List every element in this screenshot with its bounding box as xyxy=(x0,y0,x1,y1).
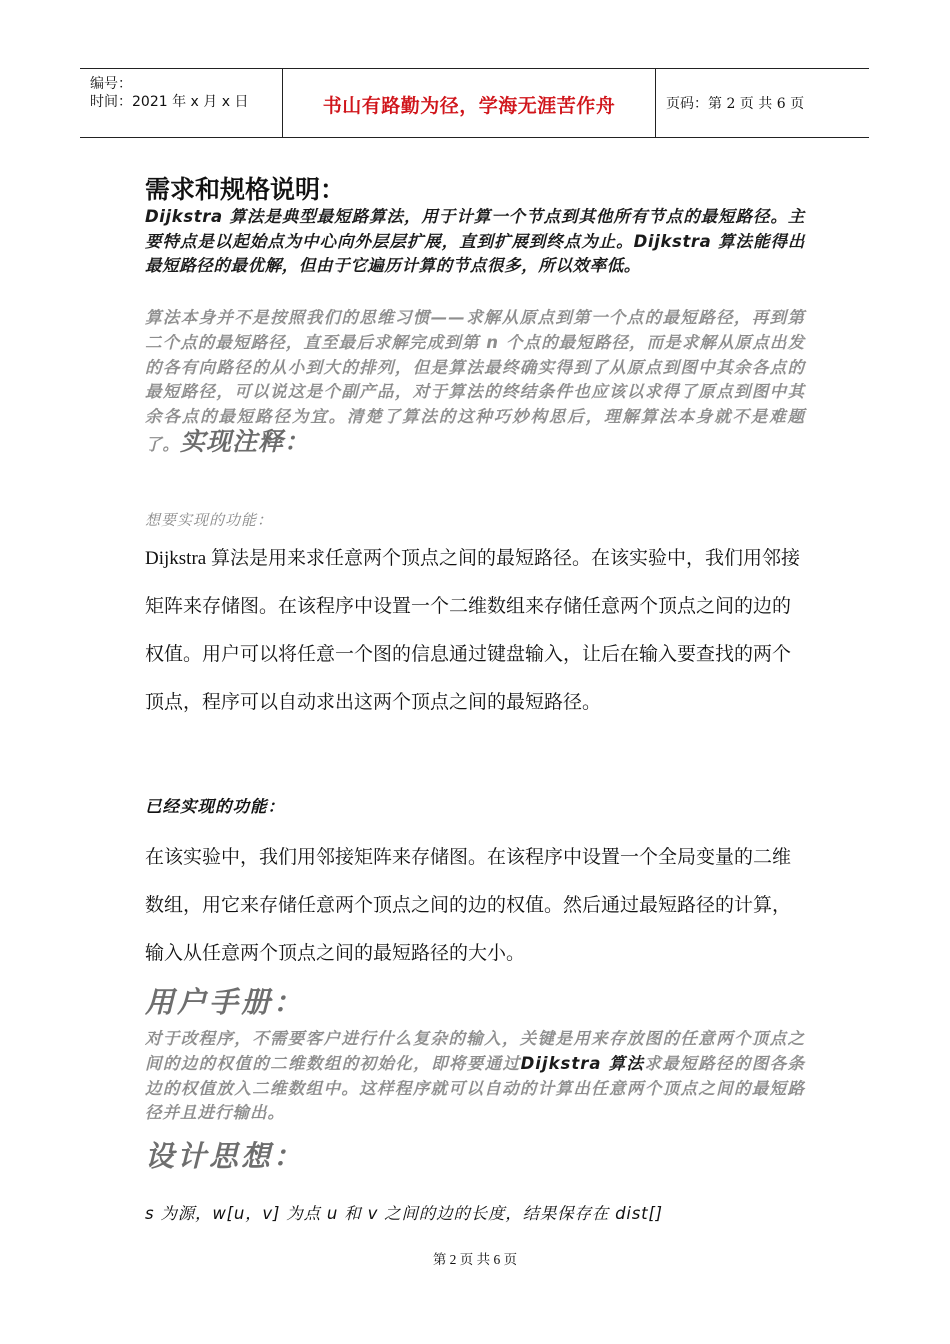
doc-number-label: 编号： xyxy=(90,76,132,92)
user-manual-title: 用户手册： xyxy=(145,985,306,1019)
want-features-paragraph: Dijkstra 算法是用来求任意两个顶点之间的最短路径。在该实验中，我们用邻接矩阵来存储图。在该程序中设置一个二维数组来存储任意两个顶点之间的边的权值。用户可以将任意一个图的信息通过键盘输入，让后在输入要查找的两个顶点，程序可以自动求出这两个顶点之间的最短路径。 xyxy=(145,548,800,713)
requirements-paragraph: Dijkstra 算法是典型最短路算法，用于计算一个节点到其他所有节点的最短路径。主要特点是以起始点为中心向外层层扩展，直到扩展到终点为止。Dijkstra 算法能得出最短路径的最优解，但由于它遍历计算的节点很多，所以效率低。 xyxy=(145,207,805,275)
header-page-label: 页码：第 2 页 共 6 页 xyxy=(666,96,805,112)
algorithm-paragraph xyxy=(145,306,805,458)
design-title: 设计思想： xyxy=(145,1139,306,1173)
want-features-label: 想要实现的功能： xyxy=(145,511,274,529)
doc-time-label: 时间：2021 年 x 月 x 日 xyxy=(90,94,249,110)
header-motto: 书山有路勤为径，学海无涯苦作舟 xyxy=(322,95,616,117)
design-paragraph: s 为源，w[u，v] 为点 u 和 v 之间的边的长度，结果保存在 dist[] xyxy=(145,1204,663,1223)
done-features-paragraph: 在该实验中，我们用邻接矩阵来存储图。在该程序中设置一个全局变量的二维数组，用它来存储任意两个顶点之间的边的权值。然后通过最短路径的计算，输入从任意两个顶点之间的最短路径的大小。 xyxy=(145,847,792,964)
header-page-cell xyxy=(656,69,869,137)
implementation-title: 实现注释： xyxy=(180,426,311,456)
done-features-label: 已经实现的功能： xyxy=(145,797,285,816)
page-header xyxy=(80,68,869,138)
algorithm-text: 算法本身并不是按照我们的思维习惯——求解从原点到第一个点的最短路径，再到第二个点的最短路径，直至最后求解完成到第 n 个点的最短路径，而是求解从原点出发的各有向路径的从小到大的排列，但是算法最终确实得到了从原点到图中其余各点的最短路径，可以说这是个副产品，对于算法的终结条件也应该以求得了原点到图中其余各点的最短路径为宜。清楚了算法的这种巧妙构思后，理解算法本身就不是难题了。 xyxy=(145,308,805,454)
requirements-title: 需求和规格说明： xyxy=(145,175,346,204)
user-manual-text-a: 对于改程序，不需要客户进行什么复杂的输入，关键是用来存放图的任意两个顶点之间的边的权值的二维数组的初始化，即将要通过 xyxy=(145,1029,805,1073)
user-manual-algorithm-name: Dijkstra 算法 xyxy=(520,1053,645,1073)
header-motto-cell xyxy=(282,69,656,137)
user-manual-paragraph xyxy=(145,1027,805,1126)
user-manual-text-c: 求最短路径的图各条边的权值放入二维数组中。这样程序就可以自动的计算出任意两个顶点之间的最短路径并且进行输出。 xyxy=(145,1053,805,1123)
header-meta xyxy=(80,69,282,137)
page-footer: 第 2 页 共 6 页 xyxy=(432,1252,518,1267)
